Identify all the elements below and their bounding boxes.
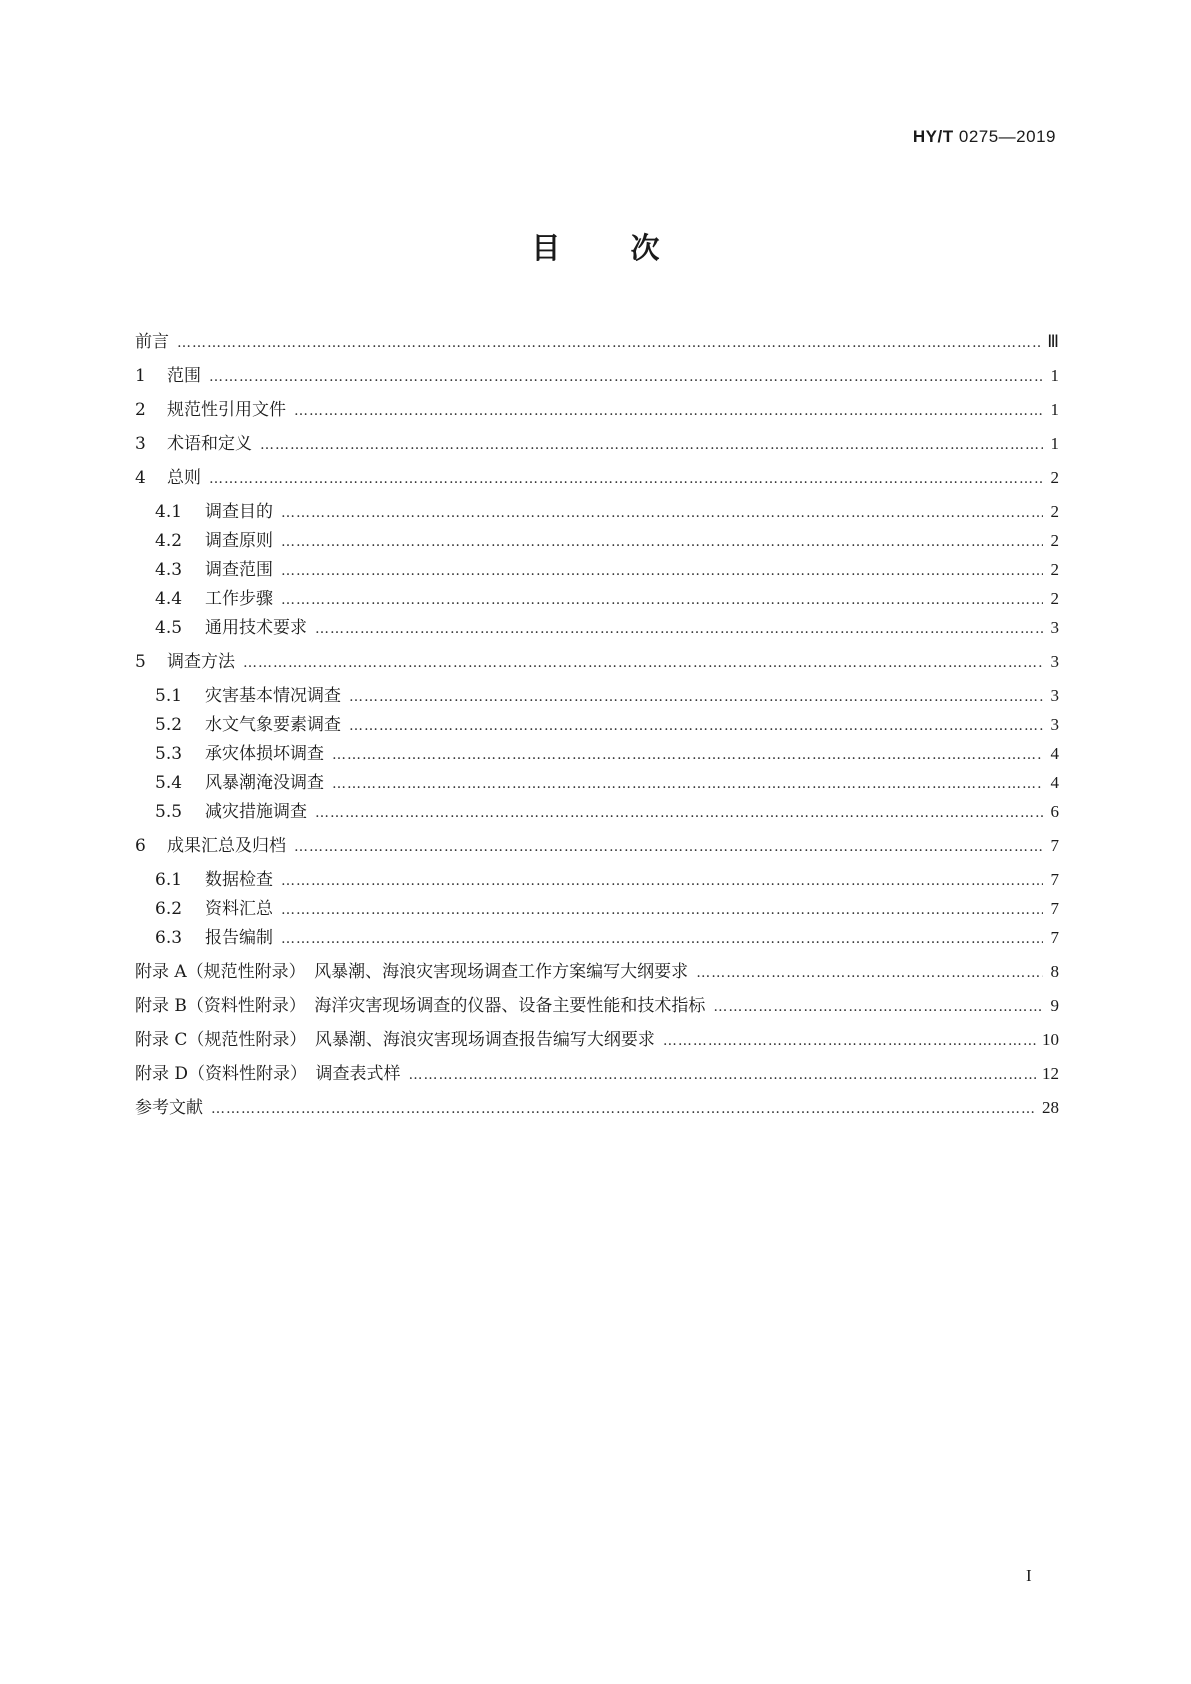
toc-dot-leader [281, 563, 1043, 579]
toc-entry-page: 1 [1050, 434, 1059, 453]
toc-entry-label: 前言 [135, 332, 169, 352]
toc-dot-leader [332, 747, 1043, 763]
toc-entry-label: 水文气象要素调查 [205, 715, 341, 735]
toc-entry-label: 通用技术要求 [205, 618, 307, 638]
toc-dot-leader [409, 1067, 1036, 1083]
toc-entry-label: 风暴潮淹没调查 [205, 773, 324, 793]
toc-entry-number: 6.2 [155, 899, 183, 919]
toc-entry-page: 3 [1050, 686, 1059, 705]
standard-code-prefix: HY/T [912, 127, 954, 146]
toc-entry-page: 8 [1050, 962, 1059, 981]
toc-entry[interactable] [135, 831, 1059, 856]
toc-dot-leader [209, 471, 1043, 487]
toc-entry-label: 数据检查 [205, 870, 273, 890]
toc-entry-number: 6.1 [155, 870, 183, 890]
toc-entry-label: 成果汇总及归档 [167, 836, 286, 856]
toc-entry-number: 4.3 [155, 560, 183, 580]
toc-entry-label: 报告编制 [205, 928, 273, 948]
toc-entry-page: 7 [1050, 928, 1059, 947]
standard-code [913, 127, 1056, 147]
page-title [0, 226, 1191, 267]
toc-dot-leader [294, 839, 1043, 855]
toc-dot-leader [209, 369, 1043, 385]
toc-entry[interactable] [135, 361, 1059, 386]
toc-entry-label: 规范性引用文件 [167, 400, 286, 420]
toc-entry-page: 4 [1050, 773, 1059, 792]
toc-entry-label: 减灾措施调查 [205, 802, 307, 822]
toc-dot-leader [211, 1101, 1036, 1117]
toc-entry-label: 工作步骤 [205, 589, 273, 609]
toc-entry-page: 3 [1050, 715, 1059, 734]
toc-entry-label: 调查目的 [205, 502, 273, 522]
toc-entry[interactable] [135, 497, 1059, 522]
toc-entry[interactable] [135, 429, 1059, 454]
toc-dot-leader [281, 505, 1043, 521]
toc-entry[interactable] [135, 681, 1059, 706]
toc-entry-label: 术语和定义 [167, 434, 252, 454]
toc-entry[interactable] [135, 526, 1059, 551]
toc-entry-page: 10 [1042, 1030, 1059, 1049]
toc-dot-leader [315, 805, 1043, 821]
toc-entry[interactable] [135, 1059, 1059, 1084]
toc-entry-label: 附录 B（资料性附录） 海洋灾害现场调查的仪器、设备主要性能和技术指标 [135, 996, 706, 1016]
toc-entry-number: 5.5 [155, 802, 183, 822]
toc-entry-number: 4.4 [155, 589, 183, 609]
toc-entry-page: 1 [1050, 366, 1059, 385]
toc-dot-leader [281, 534, 1043, 550]
toc-entry-label: 附录 A（规范性附录） 风暴潮、海浪灾害现场调查工作方案编写大纲要求 [135, 962, 689, 982]
toc-entry-label: 附录 C（规范性附录） 风暴潮、海浪灾害现场调查报告编写大纲要求 [135, 1030, 655, 1050]
toc-entry-label: 范围 [167, 366, 201, 386]
toc-entry-number: 5 [135, 652, 146, 672]
toc-entry-page: 12 [1042, 1064, 1059, 1083]
toc-dot-leader [177, 335, 1041, 351]
toc-dot-leader [243, 655, 1043, 671]
toc-entry-page: 4 [1050, 744, 1059, 763]
toc-dot-leader [315, 621, 1043, 637]
toc-entry-number: 5.1 [155, 686, 183, 706]
toc-entry[interactable] [135, 957, 1059, 982]
toc-dot-leader [349, 689, 1043, 705]
toc-entry-page: 7 [1050, 899, 1059, 918]
toc-dot-leader [281, 592, 1043, 608]
title-char-2: 次 [630, 231, 660, 265]
title-char-1: 目 [531, 231, 561, 265]
toc-entry-number: 2 [135, 400, 146, 420]
toc-dot-leader [281, 931, 1043, 947]
toc-entry-page: 7 [1050, 836, 1059, 855]
toc-dot-leader [281, 873, 1043, 889]
toc-entry-number: 4.1 [155, 502, 183, 522]
toc-entry-number: 5.2 [155, 715, 183, 735]
toc-entry-label: 调查方法 [167, 652, 235, 672]
standard-code-number: 0275—2019 [958, 127, 1056, 146]
toc-entry-number: 4 [135, 468, 146, 488]
toc-entry-number: 6.3 [155, 928, 183, 948]
toc-entry-number: 5.3 [155, 744, 183, 764]
toc-dot-leader [349, 718, 1043, 734]
toc-dot-leader [281, 902, 1043, 918]
toc-entry-label: 灾害基本情况调查 [205, 686, 341, 706]
toc-entry[interactable] [135, 768, 1059, 793]
toc-entry-page: 3 [1050, 652, 1059, 671]
toc-entry[interactable] [135, 395, 1059, 420]
toc-entry-label: 调查原则 [205, 531, 273, 551]
toc-entry[interactable] [135, 555, 1059, 580]
toc-entry-label: 总则 [167, 468, 201, 488]
toc-entry[interactable] [135, 894, 1059, 919]
toc-dot-leader [713, 999, 1043, 1015]
toc-dot-leader [294, 403, 1043, 419]
toc-entry[interactable] [135, 647, 1059, 672]
toc-entry-label: 承灾体损坏调查 [205, 744, 324, 764]
toc-entry-page: 1 [1050, 400, 1059, 419]
toc-entry-number: 4.2 [155, 531, 183, 551]
toc-entry-page: Ⅲ [1047, 332, 1059, 351]
toc-entry-label: 参考文献 [135, 1098, 203, 1118]
toc-dot-leader [260, 437, 1043, 453]
toc-dot-leader [332, 776, 1043, 792]
toc-entry-label: 附录 D（资料性附录） 调查表式样 [135, 1064, 401, 1084]
toc-entry[interactable] [135, 1025, 1059, 1050]
toc-entry-number: 6 [135, 836, 146, 856]
toc-entry[interactable] [135, 710, 1059, 735]
toc-entry[interactable] [135, 463, 1059, 488]
toc-entry[interactable] [135, 865, 1059, 890]
toc-dot-leader [663, 1033, 1036, 1049]
toc-entry-page: 3 [1050, 618, 1059, 637]
toc-entry-page: 2 [1050, 502, 1059, 521]
page-number: I [1026, 1566, 1032, 1585]
toc-entry-number: 5.4 [155, 773, 183, 793]
toc-entry-page: 28 [1042, 1098, 1059, 1117]
toc-entry-label: 调查范围 [205, 560, 273, 580]
toc-entry[interactable] [135, 923, 1059, 948]
toc-entry[interactable] [135, 613, 1059, 638]
toc-entry-page: 2 [1050, 468, 1059, 487]
toc-entry-page: 2 [1050, 589, 1059, 608]
toc-entry[interactable] [135, 1093, 1059, 1118]
toc-entry-number: 1 [135, 366, 146, 386]
toc-dot-leader [696, 965, 1043, 981]
toc-entry-page: 7 [1050, 870, 1059, 889]
toc-entry[interactable] [135, 327, 1059, 352]
toc-entry-number: 4.5 [155, 618, 183, 638]
toc-entry-page: 2 [1050, 560, 1059, 579]
toc-entry-page: 2 [1050, 531, 1059, 550]
toc-entry-page: 6 [1050, 802, 1059, 821]
toc-entry[interactable] [135, 797, 1059, 822]
toc-entry-number: 3 [135, 434, 146, 454]
toc-entry[interactable] [135, 739, 1059, 764]
toc-entry-label: 资料汇总 [205, 899, 273, 919]
toc-entry-page: 9 [1050, 996, 1059, 1015]
toc-entry[interactable] [135, 991, 1059, 1016]
toc-entry[interactable] [135, 584, 1059, 609]
